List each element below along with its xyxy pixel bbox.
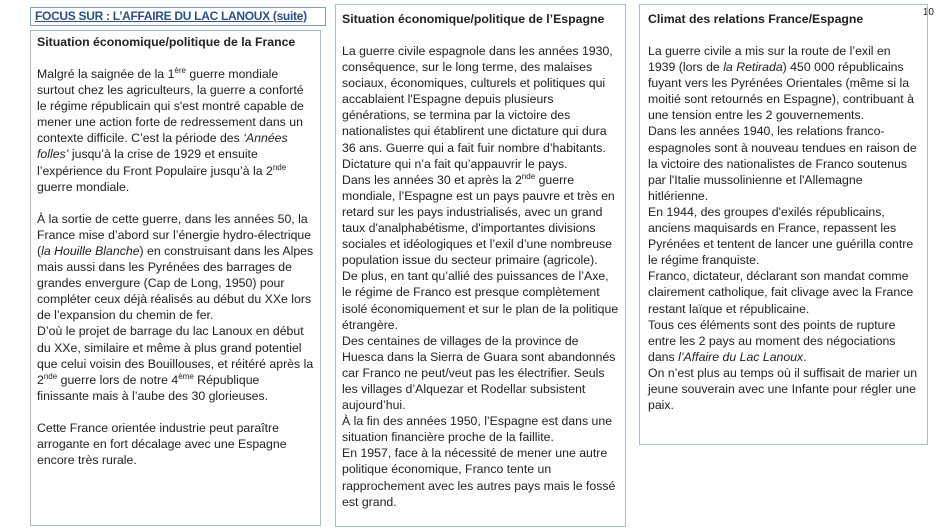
paragraph: D’où le projet de barrage du lac Lanoux en début du XXe, similaire et même à plus grand potentiel que celui voisin des Bouillouses, et réitéré après la 2nde guerre lors de notre 4ème République finissante mais à l’aube des 30 glorieuses. xyxy=(37,324,314,403)
paragraph: Franco, dictateur, déclarant son mandat comme clairement catholique, fait clivage avec la France restant laïque et républicaine. xyxy=(648,269,914,316)
page-number: 10 xyxy=(922,7,934,18)
section-heading: Climat des relations France/Espagne xyxy=(648,12,864,26)
paragraph: On n’est plus au temps où il suffisait de marier un jeune souverain avec une Infante pour régler une paix. xyxy=(648,365,918,413)
paragraph: À la fin des années 1950, l’Espagne est dans une situation financière proche de la faillite. xyxy=(342,414,613,445)
section-heading: Situation économique/politique de la France xyxy=(37,35,296,49)
paragraph: Cette France orientée industrie peut paraître arrogante en fort décalage avec une Espagne encore très rurale. xyxy=(37,420,287,468)
paragraph: À la sortie de cette guerre, dans les années 50, la France mise d’abord sur l’énergie hydro-électrique (la Houille Blanche) en construisant dans les Alpes mais aussi dans les Pyrénées des barrages de grandes envergure (Cap de Long, 1950) pour compléter ceux déjà réalisés au début du XXe lors de l’expansion du chemin de fer. xyxy=(37,211,314,323)
paragraph: Tous ces éléments sont des points de rupture entre les 2 pays au moment des négociations dans l’Affaire du Lac Lanoux. xyxy=(648,317,896,364)
paragraph: Des centaines de villages de la province de Huesca dans la Sierra de Guara sont abandonnés car Franco ne peut/veut pas les électrifier. Seuls les villages d’Alquezar et Rodellar subsistent aujourd’hui. xyxy=(342,333,616,413)
paragraph: En 1957, face à la nécessité de mener une autre politique économique, Franco tente un rapprochement avec les autres pays mais le fossé est grand. xyxy=(342,446,616,509)
section-relations xyxy=(639,4,928,445)
page-title: FOCUS SUR : L’AFFAIRE DU LAC LANOUX (suite) xyxy=(30,7,326,26)
paragraph: Dans les années 30 et après la 2nde guerre mondiale, l’Espagne est un pays pauvre et très en retard sur les pays industrialisés, avec un grand taux d'analphabétisme, d'importantes divisions sociales et idéologiques et l’exil d’une nombreuse population issue du secteur primaire (agricole). xyxy=(342,171,615,268)
section-heading: Situation économique/politique de l’Espagne xyxy=(342,12,605,26)
paragraph: La guerre civile a mis sur la route de l’exil en 1939 (lors de la Retirada) 450 000 républicains fuyant vers les Pyrénées Orientales (même si la moitié sont retournés en Espagne), contribuant à une tension entre les 2 gouvernements. xyxy=(648,44,914,123)
paragraph: De plus, en tant qu’allié des puissances de l’Axe, le régime de Franco est presque complètement isolé économiquement et sur le plan de la politique étrangère. xyxy=(342,269,619,332)
paragraph: Malgré la saignée de la 1ère guerre mondiale surtout chez les agriculteurs, la guerre a conforté le régime républicain qui s'est montré capable de mener une action forte de redressement dans un contexte difficile. C’est la période des ‘Années folles’ jusqu’à la crise de 1929 et ensuite l’expérience du Front Populaire jusqu’à la 2nde guerre mondiale. xyxy=(37,66,304,194)
section-france xyxy=(30,30,321,526)
paragraph: Dans les années 1940, les relations franco-espagnoles sont à nouveau tendues en raison de la victoire des nationalistes de Franco soutenus par l'Italie mussolinienne et l'Allemagne hitlérienne. xyxy=(648,124,917,203)
paragraph: La guerre civile espagnole dans les années 1930, conséquence, sur le long terme, des malaises sociaux, économiques, culturels et politiques qui accablaient l'Espagne depuis plusieurs générations, se termina par la victoire des nationalistes qui établirent une dictature qui dura 36 ans. Guerre qui a fait fuir nombre d’habitants. Dictature qui n’a fait qu’appauvrir le pays. xyxy=(342,44,613,171)
section-spain xyxy=(335,4,626,527)
paragraph: En 1944, des groupes d'exilés républicains, anciens maquisards en France, repassent les Pyrénées et tentent de lancer une guérilla contre le régime franquiste. xyxy=(648,204,914,268)
